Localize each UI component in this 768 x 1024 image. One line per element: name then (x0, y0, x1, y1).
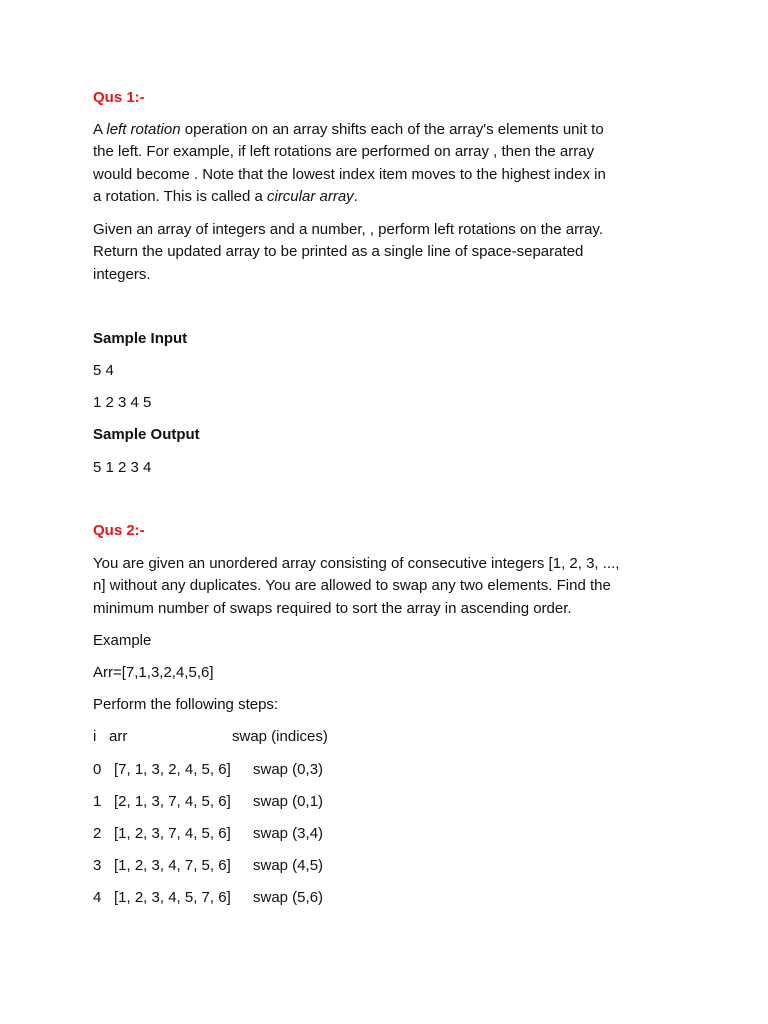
header-arr: arr (109, 728, 128, 745)
step-index: 1 (93, 793, 102, 810)
header-i: i (93, 728, 97, 745)
step-index: 2 (93, 825, 102, 842)
q1-desc-line-2: the left. For example, if left rotations are performed on array , then the array (93, 143, 595, 161)
step-index: 4 (93, 889, 102, 906)
step-row (93, 759, 324, 781)
step-array: [7, 1, 3, 2, 4, 5, 6] (114, 761, 231, 778)
q2-desc-line-2: n] without any duplicates. You are allowed to swap any two elements. Find the (93, 577, 611, 595)
q1-task (93, 219, 678, 286)
step-row (93, 791, 324, 813)
q1-desc-line-3: would become . Note that the lowest index item moves to the highest index in (93, 165, 606, 183)
q2-description (93, 553, 678, 620)
step-swap: swap (5,6) (253, 889, 324, 906)
example-array: Arr=[7,1,3,2,4,5,6] (93, 664, 214, 681)
q2-desc-line-1: You are given an unordered array consisting of consecutive integers [1, 2, 3, ..., (93, 555, 620, 572)
step-swap: swap (3,4) (253, 825, 324, 842)
step-swap: swap (0,3) (253, 761, 324, 778)
q1-task-line-2: Return the updated array to be printed as a single line of space-separated (93, 243, 584, 261)
step-swap: swap (0,1) (253, 793, 324, 810)
steps-intro: Perform the following steps: (93, 696, 279, 713)
q1-heading: Qus 1:- (93, 89, 145, 106)
step-row (93, 855, 324, 877)
step-array: [2, 1, 3, 7, 4, 5, 6] (114, 793, 231, 810)
step-row (93, 887, 324, 909)
sample-output-label: Sample Output (93, 426, 200, 443)
step-array: [1, 2, 3, 7, 4, 5, 6] (114, 825, 231, 842)
sample-output-line-1: 5 1 2 3 4 (93, 459, 152, 476)
step-row (93, 823, 324, 845)
step-array: [1, 2, 3, 4, 7, 5, 6] (114, 857, 231, 874)
q1-description (93, 119, 678, 208)
step-index: 0 (93, 761, 102, 778)
sample-input-line-1: 5 4 (93, 362, 114, 379)
step-array: [1, 2, 3, 4, 5, 7, 6] (114, 889, 231, 906)
step-index: 3 (93, 857, 102, 874)
header-swap: swap (indices) (232, 728, 328, 745)
q2-desc-line-3: minimum number of swaps required to sort the array in ascending order. (93, 599, 572, 617)
q1-desc-line-4: a rotation. This is called a circular array. (93, 187, 358, 205)
example-label: Example (93, 632, 152, 649)
step-swap: swap (4,5) (253, 857, 324, 874)
q2-heading: Qus 2:- (93, 522, 145, 539)
q1-task-line-1: Given an array of integers and a number, , perform left rotations on the array. (93, 221, 603, 238)
sample-input-label: Sample Input (93, 330, 188, 347)
q1-task-line-3: integers. (93, 265, 151, 283)
q1-desc-line-1: A left rotation operation on an array shifts each of the array's elements unit to (93, 121, 604, 138)
sample-input-line-2: 1 2 3 4 5 (93, 394, 152, 411)
steps-table-header (93, 726, 328, 748)
